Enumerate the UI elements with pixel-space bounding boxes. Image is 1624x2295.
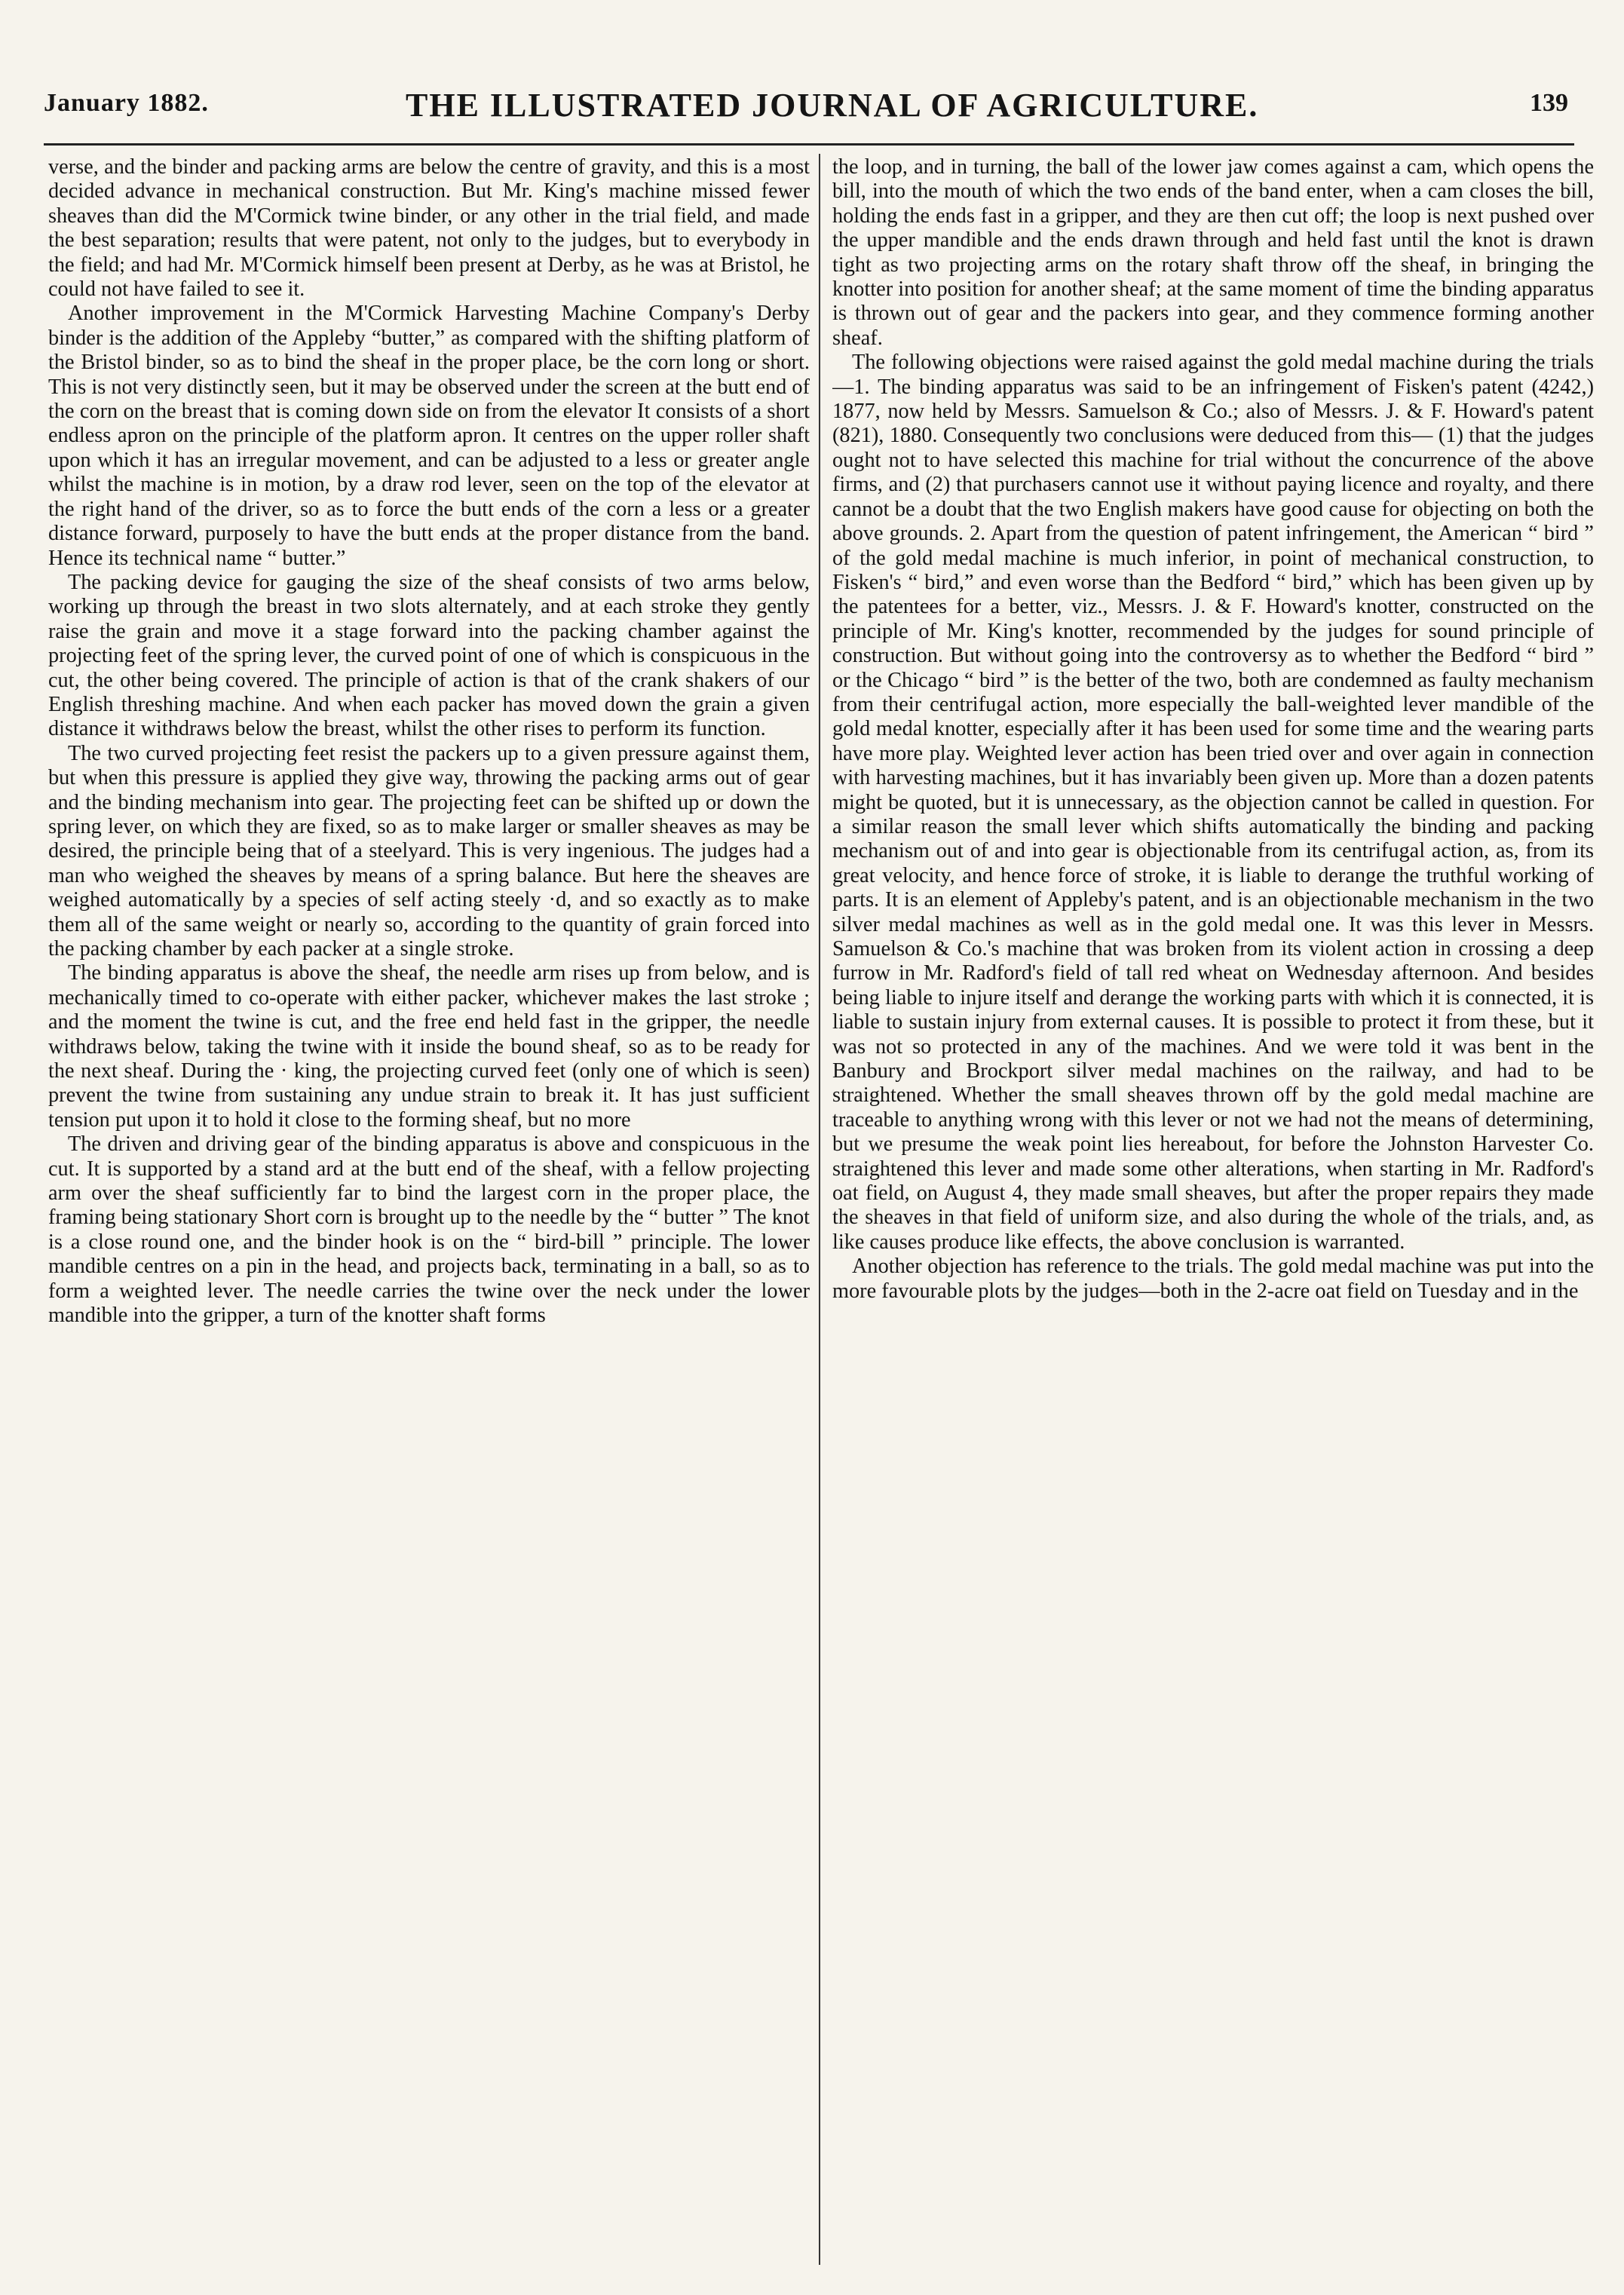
running-head <box>44 89 1574 134</box>
paragraph: Another improvement in the M'Cormick Harvesting Machine Company's Derby binder is the addition of the Appleby “butter,” as compared with the shifting platform of the Bristol binder, so as to bind the sheaf in the proper place, be the corn long or short. This is not very distinctly seen, but it may be observed under the screen at the butt end of the corn on the breast that is coming down side on from the elevator It consists of a short endless apron on the principle of the platform apron. It centres on the upper roller shaft upon which it has an irregular movement, and can be adjusted to a less or greater angle whilst the machine is in motion, by a draw rod lever, seen on the top of the elevator at the right hand of the driver, so as to force the butt ends of the corn a less or a greater distance forward, purposely to have the butt ends at the proper distance from the band. Hence its technical name “ butter.” <box>48 302 810 570</box>
right-column <box>832 155 1594 2266</box>
page-number: 139 <box>1530 89 1568 117</box>
paragraph: The following objections were raised against the gold medal machine during the trials—1. The binding apparatus was said to be an infringement of Fisken's patent (4242,) 1877, now held by Messrs. Samuelson & Co.; also of Messrs. J. & F. Howard's patent (821), 1880. Consequently two conclusions were deduced from this— (1) that the judges ought not to have selected this machine for trial without the concurrence of the above firms, and (2) that purchasers cannot use it without paying licence and royalty, and there cannot be a doubt that the two English makers have good cause for objecting on both the above grounds. 2. Apart from the question of patent infringement, the American “ bird ” of the gold medal machine is much inferior, in point of mechanical construction, to Fisken's “ bird,” and even worse than the Bedford “ bird,” which has been given up by the patentees for a better, viz., Messrs. J. & F. Howard's knotter, constructed on the principle of Mr. King's knotter, recommended by the judges for sound principle of construction. But without going into the controversy as to whether the Bedford “ bird ” or the Chicago “ bird ” is the better of the two, both are condemned as faulty mechanism from their centrifugal action, more especially the ball-weighted lever mandible of the gold medal knotter, especially after it has been used for some time and the wearing parts have more play. Weighted lever action has been tried over and over again in connection with harvesting machines, but it has invariably been given up. More than a dozen patents might be quoted, but it is unnecessary, as the objection cannot be called in question. For a similar reason the small lever which shifts automatically the binding and packing mechanism out of and into gear is objectionable from its centrifugal action, as, from its great velocity, and hence force of stroke, it is liable to derange the truthful working of parts. It is an element of Appleby's patent, and is an objectionable mechanism in the two silver medal machines as well as in the gold medal one. It was this lever in Messrs. Samuelson & Co.'s machine that was broken from its violent action in crossing a deep furrow in Mr. Radford's field of tall red wheat on Wednesday afternoon. And besides being liable to injure itself and derange the working parts with which it is connected, it is liable to sustain injury from external causes. It is possible to protect it from these, but it was not so protected in any of the machines. And we were told it was bent in the Banbury and Brockport silver medal machines on the railway, and had to be straightened. Whether the small sheaves thrown off by the gold medal machine are traceable to anything wrong with this lever or not we had not the means of determining, but we presume the weak point lies hereabout, for before the Johnston Harvester Co. straightened this lever and made some other alterations, when starting in Mr. Radford's oat field, on August 4, they made small sheaves, but after the proper repairs they made the sheaves in that field of uniform size, and also during the whole of the trials, and, as like causes produce like effects, the above conclusion is warranted. <box>832 351 1594 1254</box>
header-rule <box>44 143 1574 146</box>
paragraph: The binding apparatus is above the sheaf, the needle arm rises up from below, and is mechanically timed to co-operate with either packer, whichever makes the last stroke ; and the moment the twine is cut, and the free end held fast in the gripper, the needle withdraws below, taking the twine with it inside the bound sheaf, so as to be ready for the next sheaf. During the · king, the projecting curved feet (only one of which is seen) prevent the twine from sustaining any undue strain to break it. It has just sufficient tension put upon it to hold it close to the forming sheaf, but no more <box>48 961 810 1132</box>
paragraph: verse, and the binder and packing arms are below the centre of gravity, and this is a most decided advance in mechanical construction. But Mr. King's machine missed fewer sheaves than did the M'Cormick twine binder, or any other in the trial field, and made the best separation; results that were patent, not only to the judges, but to everybody in the field; and had Mr. M'Cormick himself been present at Derby, as he was at Bristol, he could not have failed to see it. <box>48 155 810 302</box>
journal-title: THE ILLUSTRATED JOURNAL OF AGRICULTURE. <box>406 87 1259 124</box>
paragraph: The packing device for gauging the size of the sheaf consists of two arms below, working up through the breast in two slots alternately, and at each stroke they gently raise the grain and move it a stage forward into the packing chamber against the projecting feet of the spring lever, the curved point of one of which is conspicuous in the cut, the other being covered. The principle of action is that of the crank shakers of our English threshing machine. And when each packer has moved down the grain a given distance it withdraws below the breast, whilst the other rises to perform its function. <box>48 570 810 741</box>
paragraph: the loop, and in turning, the ball of the lower jaw comes against a cam, which opens the bill, into the mouth of which the two ends of the band enter, when a cam closes the bill, holding the ends fast in a gripper, and they are then cut off; the loop is next pushed over the upper mandible and the ends drawn through and held fast until the knot is drawn tight as two projecting arms on the rotary shaft throw off the sheaf, in bringing the knotter into position for another sheaf; at the same moment of time the binding apparatus is thrown out of gear and the packers into gear, and they commence forming another sheaf. <box>832 155 1594 350</box>
paragraph: The two curved projecting feet resist the packers up to a given pressure against them, but when this pressure is applied they give way, throwing the packing arms out of gear and the binding mechanism into gear. The projecting feet can be shifted up or down the spring lever, on which they are fixed, so as to make larger or smaller sheaves as may be desired, the principle being that of a steelyard. This is very ingenious. The judges had a man who weighed the sheaves by means of a spring balance. But here the sheaves are weighed automatically by a species of self acting steely ·d, and so exactly as to make them all of the same weight or nearly so, according to the quantity of grain forced into the packing chamber by each packer at a single stroke. <box>48 741 810 961</box>
paragraph: The driven and driving gear of the binding apparatus is above and conspicuous in the cut. It is supported by a stand ard at the butt end of the sheaf, with a fellow projecting arm over the sheaf sufficiently far to bind the largest corn in the proper place, the framing being stationary Short corn is brought up to the needle by the “ butter ” The knot is a close round one, and the binder hook is on the “ bird-bill ” principle. The lower mandible centres on a pin in the head, and projects back, terminating in a ball, so as to form a weighted lever. The needle carries the twine over the neck under the lower mandible into the gripper, a turn of the knotter shaft forms <box>48 1132 810 1328</box>
left-column <box>48 155 810 2266</box>
column-divider <box>819 154 820 2265</box>
issue-date: January 1882. <box>44 89 209 117</box>
paragraph: Another objection has reference to the trials. The gold medal machine was put into the more favourable plots by the judges—both in the 2-acre oat field on Tuesday and in the <box>832 1255 1594 1303</box>
